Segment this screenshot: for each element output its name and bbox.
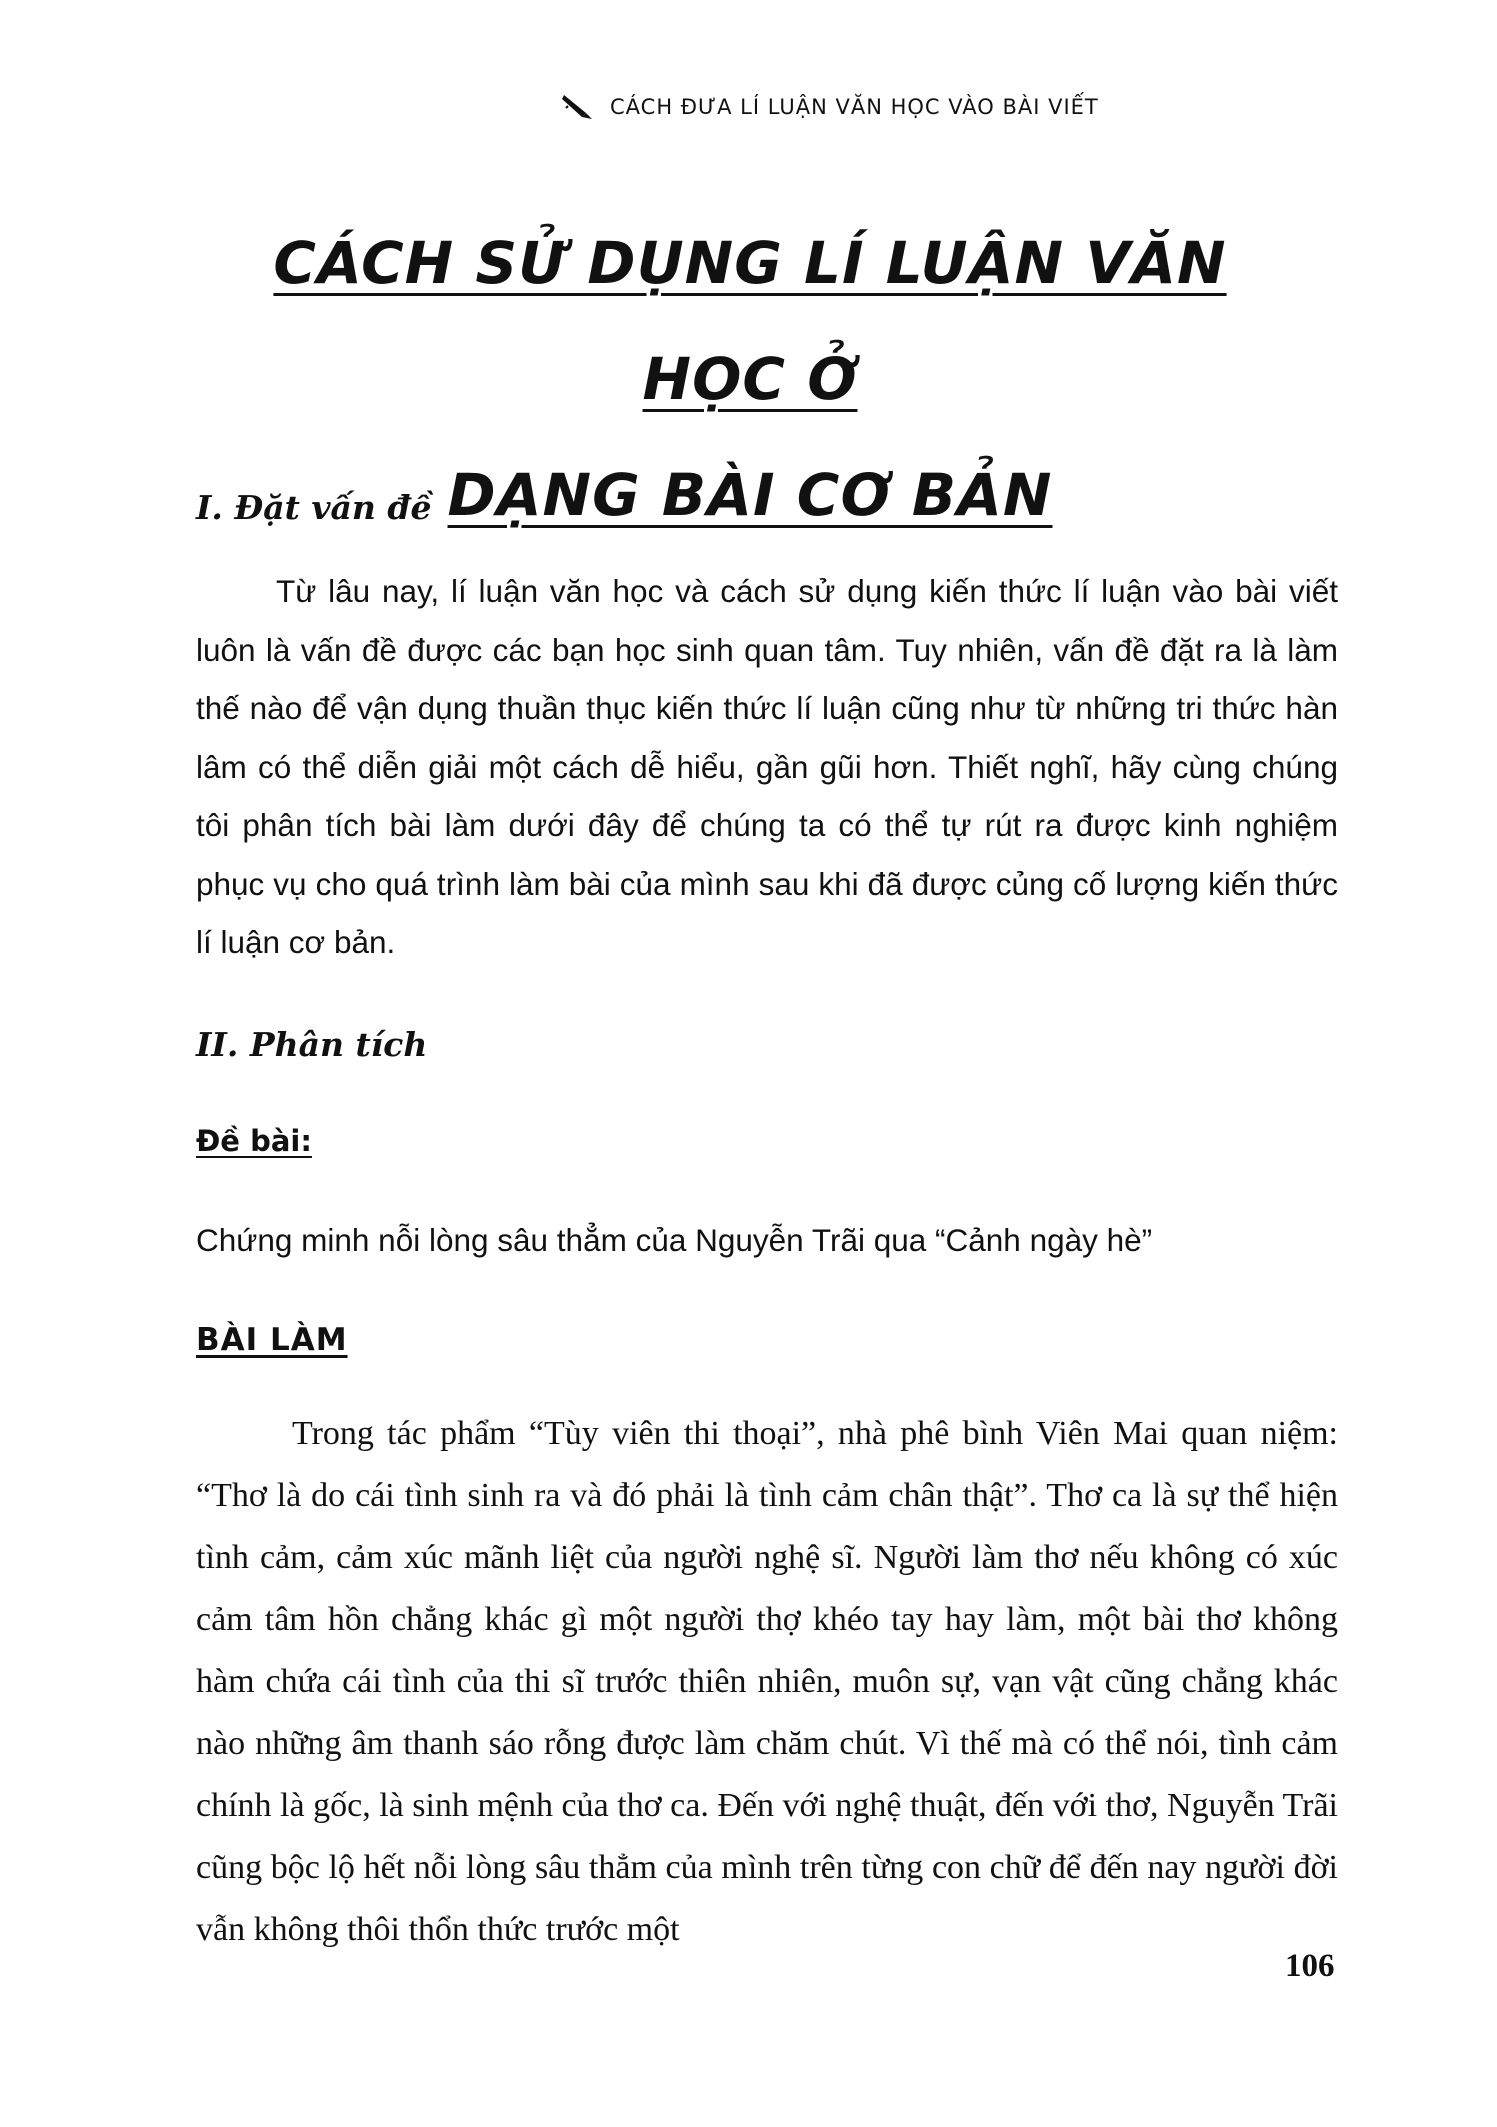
intro-paragraph: Từ lâu nay, lí luận văn học và cách sử dụng kiến thức lí luận vào bài viết luôn là vấn đề được các bạn học sinh quan tâm. Tuy nhiên, vấn đề đặt ra là làm thế nào để vận dụng thuần thục kiến thức lí luận cũng như từ những tri thức hàn lâm có thể diễn giải một cách dễ hiểu, gần gũi hơn. Thiết nghĩ, hãy cùng chúng tôi phân tích bài làm dưới đây để chúng ta có thể tự rút ra được kinh nghiệm phục vụ cho quá trình làm bài của mình sau khi đã được củng cố lượng kiến thức lí luận cơ bản. bbox=[196, 573, 1338, 960]
pen-icon bbox=[560, 92, 596, 122]
section-heading-analysis: II. Phân tích bbox=[196, 1025, 428, 1064]
title-line-2: DẠNG BÀI CƠ BẢN bbox=[447, 461, 1053, 529]
running-title: CÁCH ĐƯA LÍ LUẬN VĂN HỌC VÀO BÀI VIẾT bbox=[610, 95, 1099, 119]
prompt-text: Chứng minh nỗi lòng sâu thẳm của Nguyễn Trãi qua “Cảnh ngày hè” bbox=[196, 1222, 1153, 1258]
section-heading-problem: I. Đặt vấn đề bbox=[196, 488, 432, 527]
essay-paragraph: Trong tác phẩm “Tùy viên thi thoại”, nhà phê bình Viên Mai quan niệm: “Thơ là do cái tình sinh ra và đó phải là tình cảm chân thật”. Thơ ca là sự thể hiện tình cảm, cảm xúc mãnh liệt của người nghệ sĩ. Người làm thơ nếu không có xúc cảm tâm hồn chẳng khác gì một người thợ khéo tay hay làm, một bài thơ không hàm chứa cái tình của thi sĩ trước thiên nhiên, muôn sự, vạn vật cũng chẳng khác nào những âm thanh sáo rỗng được làm chăm chút. Vì thế mà có thể nói, tình cảm chính là gốc, là sinh mệnh của thơ ca. Đến với nghệ thuật, đến với thơ, Nguyễn Trãi cũng bộc lộ hết nỗi lòng sâu thẳm của mình trên từng con chữ để đến nay người đời vẫn không thôi thổn thức trước một bbox=[196, 1415, 1338, 1948]
prompt-label: Đề bài: bbox=[196, 1124, 312, 1158]
title-line-1: CÁCH SỬ DỤNG LÍ LUẬN VĂN HỌC Ở bbox=[273, 229, 1227, 413]
running-header bbox=[560, 92, 1099, 122]
essay-label: BÀI LÀM bbox=[196, 1322, 348, 1358]
page-number: 106 bbox=[1285, 1948, 1335, 1984]
